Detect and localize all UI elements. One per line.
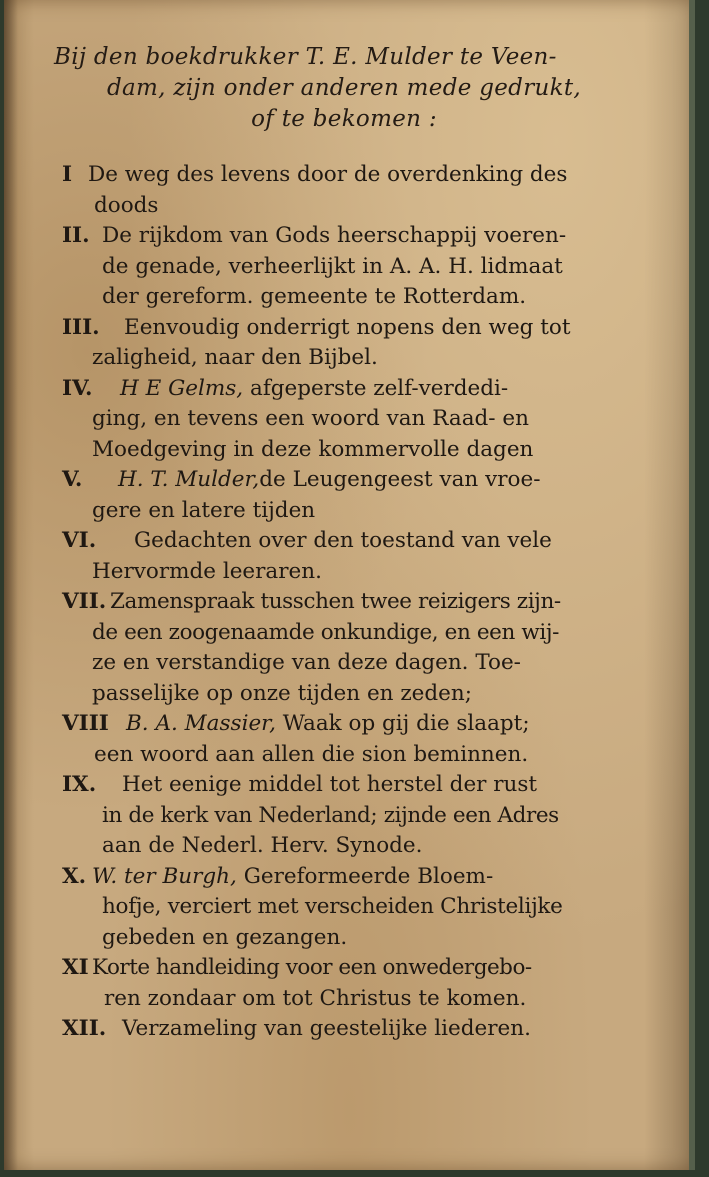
item-text: de genade, verheerlijkt in A. A. H. lidmaat — [102, 253, 563, 279]
item-author: H. T. Mulder, — [118, 467, 260, 492]
item-number: I — [62, 162, 73, 187]
item-text: Gedachten over den toestand van vele — [134, 528, 552, 553]
list-item — [62, 709, 622, 770]
item-text: een woord aan allen die sion beminnen. — [94, 741, 529, 767]
book-page — [4, 0, 695, 1170]
item-text: ze en verstandige van deze dagen. Toe- — [92, 650, 521, 675]
item-text: gebeden en gezangen. — [102, 924, 348, 950]
item-text: aan de Nederl. Herv. Synode. — [102, 833, 423, 858]
item-text: Korte handleiding voor een onwedergebo- — [92, 955, 532, 980]
item-text-part: Waak op gij die slaapt; — [282, 711, 530, 736]
item-text: zaligheid, naar den Bijbel. — [92, 345, 378, 370]
item-text: in de kerk van Nederland; zijnde een Adres — [102, 802, 559, 828]
list-item — [62, 770, 622, 862]
list-item — [62, 526, 622, 587]
item-author: W. ter Burgh, — [92, 863, 237, 889]
item-text: Het eenige middel tot herstel der rust — [122, 772, 538, 797]
item-text — [118, 465, 622, 496]
item-text: Zamenspraak tusschen twee reizigers zijn- — [110, 589, 561, 614]
item-number: III. — [62, 314, 100, 340]
item-number: VI. — [62, 528, 97, 553]
item-number: IX. — [62, 772, 97, 797]
list-item — [62, 374, 622, 466]
publisher-header — [44, 42, 644, 135]
item-number: VII. — [62, 589, 107, 614]
list-item — [62, 313, 622, 374]
item-number: IV. — [62, 375, 93, 401]
list-item — [62, 862, 622, 954]
item-number: XII. — [62, 1016, 107, 1041]
item-number: XI — [62, 955, 89, 980]
list-item — [62, 465, 622, 526]
item-number: V. — [62, 467, 83, 492]
item-text: Eenvoudig onderrigt nopens den weg tot — [124, 314, 571, 340]
item-text-part: de Leugengeest van vroe- — [259, 467, 541, 492]
item-text — [126, 709, 622, 740]
item-number: X. — [62, 863, 87, 889]
item-text-part: Gereformeerde Bloem- — [243, 863, 494, 889]
item-text: ging, en tevens een woord van Raad- en — [92, 406, 529, 431]
list-item — [62, 221, 622, 313]
item-text: De weg des levens door de overdenking des — [88, 162, 568, 187]
item-text-part: afgeperste zelf-verdedi- — [250, 375, 509, 401]
list-item — [62, 587, 622, 709]
list-item — [62, 1014, 622, 1045]
header-line-1: Bij den boekdrukker T. E. Mulder te Veen- — [54, 44, 557, 70]
list-item — [62, 953, 622, 1014]
item-text: Hervormde leeraren. — [92, 558, 322, 584]
item-number: II. — [62, 223, 90, 248]
list-item — [62, 160, 622, 221]
item-text: passelijke op onze tijden en zeden; — [92, 680, 472, 706]
page-fold-shadow — [4, 0, 18, 1170]
header-line-2: dam, zijn onder anderen mede gedrukt, — [106, 75, 581, 101]
item-text — [120, 374, 622, 405]
item-text: Moedgeving in deze kommervolle dagen — [92, 436, 534, 462]
item-text: ren zondaar om tot Christus te komen. — [104, 985, 527, 1011]
item-text: gere en latere tijden — [92, 497, 316, 523]
item-text: doods — [94, 192, 159, 218]
item-text: Verzameling van geestelijke liederen. — [122, 1016, 531, 1041]
item-text: hofje, verciert met verscheiden Christelijke — [102, 894, 563, 919]
item-text — [92, 862, 622, 893]
item-number: VIII — [62, 711, 109, 736]
item-text: de een zoogenaamde onkundige, en een wij- — [92, 619, 559, 645]
item-text: der gereform. gemeente te Rotterdam. — [102, 284, 527, 309]
item-author: B. A. Massier, — [126, 711, 276, 736]
publication-list — [62, 160, 622, 1045]
item-text: De rijkdom van Gods heerschappij voeren- — [102, 223, 567, 248]
item-author: H E Gelms, — [120, 375, 244, 401]
page-edge — [689, 0, 695, 1170]
header-line-3: of te bekomen : — [251, 106, 437, 132]
